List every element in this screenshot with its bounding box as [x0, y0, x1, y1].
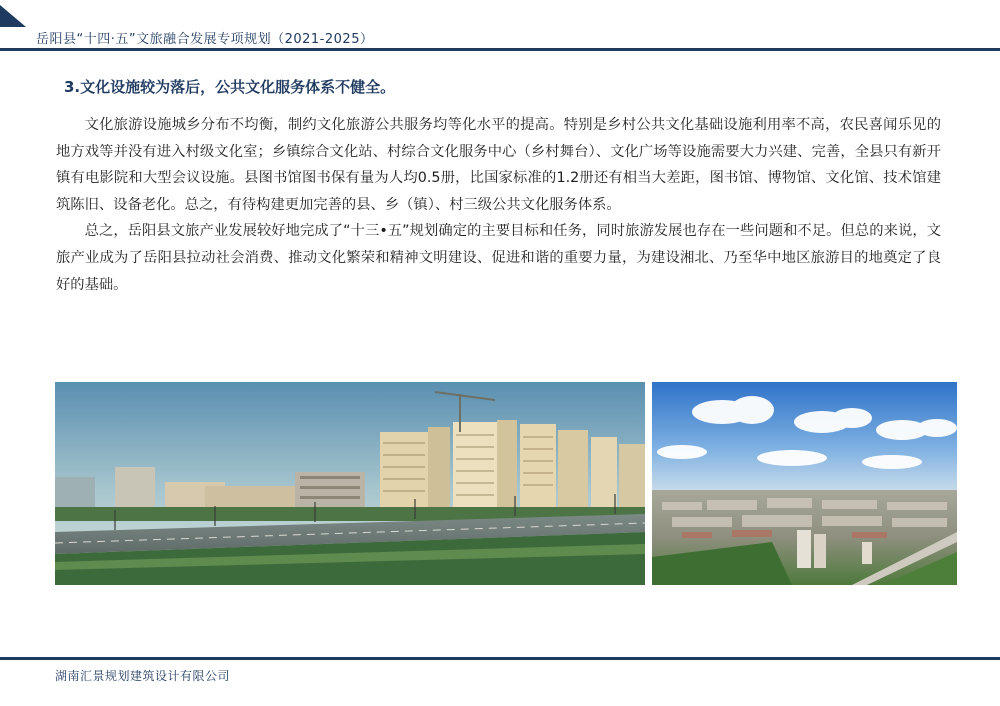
- footer-company-name: 湖南汇景规划建筑设计有限公司: [55, 669, 231, 683]
- paragraph-facilities: 文化旅游设施城乡分布不均衡，制约文化旅游公共服务均等化水平的提高。特别是乡村公共文化基础设施利用率不高，农民喜闻乐见的地方戏等并没有进入村级文化室；乡镇综合文化站、村综合文化服务中心（乡村舞台）、文化广场等设施需要大力兴建、完善，全县只有新开镇有电影院和大型会议设施。县图书馆图书保有量为人均0.5册，比国家标准的1.2册还有相当大差距，图书馆、博物馆、文化馆、技术馆建筑陈旧、设备老化。总之，有待构建更加完善的县、乡（镇）、村三级公共文化服务体系。: [56, 117, 941, 213]
- paragraph-summary: 总之，岳阳县文旅产业发展较好地完成了“十三•五”规划确定的主要目标和任务，同时旅游发展也存在一些问题和不足。但总的来说，文旅产业成为了岳阳县拉动社会消费、推动文化繁荣和精神文明建设、促进和谐的重要力量，为建设湘北、乃至华中地区旅游目的地奠定了良好的基础。: [56, 223, 941, 293]
- section-heading: 3.文化设施较为落后，公共文化服务体系不健全。: [64, 78, 396, 96]
- header-corner-mark: [0, 5, 26, 27]
- city-skyline-photo: [55, 382, 645, 585]
- body-text: [56, 112, 941, 298]
- header-divider: [0, 48, 1000, 51]
- aerial-town-photo: [652, 382, 957, 585]
- footer-divider: [0, 657, 1000, 660]
- document-header-title: 岳阳县“十四·五”文旅融合发展专项规划（2021-2025）: [36, 32, 374, 47]
